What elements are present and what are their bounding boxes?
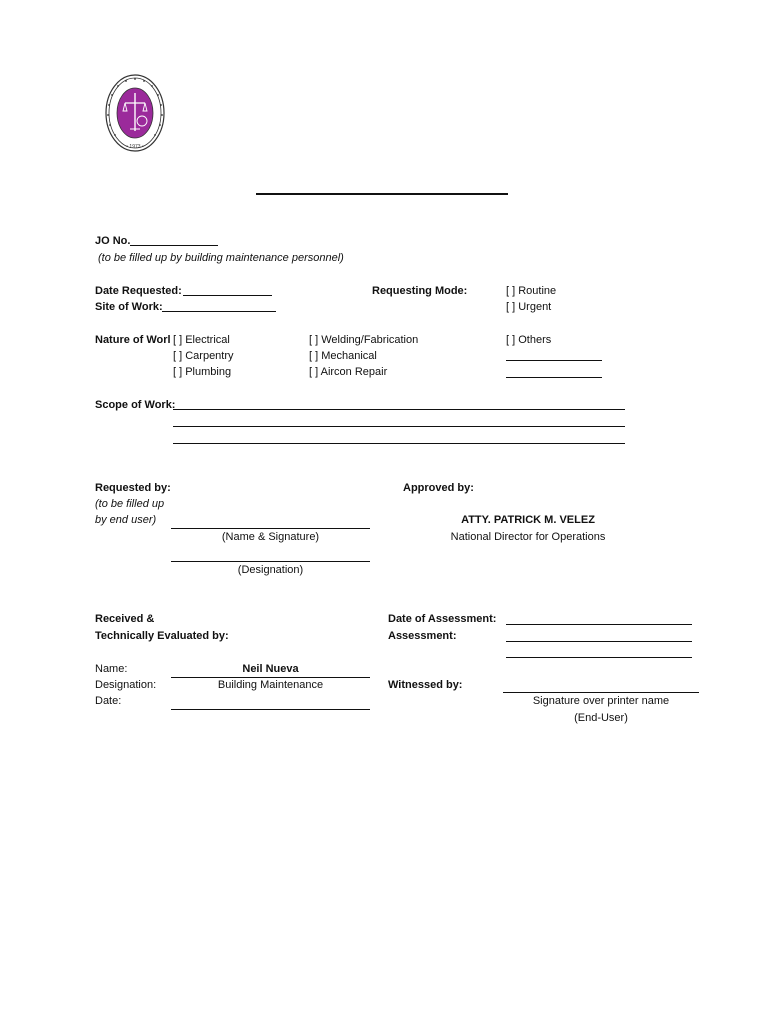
nature-others-checkbox[interactable]: [ ] Others <box>506 334 552 346</box>
requested-note-2: by end user) <box>95 514 157 526</box>
title-underline <box>256 193 508 195</box>
others-specify-line-1[interactable] <box>506 360 602 361</box>
requested-note-1: (to be filled up <box>95 498 165 510</box>
seal-graphic <box>104 73 166 153</box>
nature-of-work-label: Nature of Worl <box>95 334 171 346</box>
evaluator-name-value: Neil Nueva <box>242 663 299 675</box>
svg-text:• 1973 •: • 1973 • <box>126 144 144 150</box>
mode-urgent-checkbox[interactable]: [ ] Urgent <box>506 301 552 313</box>
date-requested-label: Date Requested: <box>95 285 182 297</box>
requested-by-label: Requested by: <box>95 482 171 494</box>
site-of-work-field[interactable] <box>162 311 276 312</box>
scope-line-2[interactable] <box>173 426 625 427</box>
nature-plumbing-checkbox[interactable]: [ ] Plumbing <box>173 366 232 378</box>
requester-name-signature-line[interactable] <box>171 528 370 529</box>
scope-line-1[interactable] <box>173 409 625 410</box>
approver-name: ATTY. PATRICK M. VELEZ <box>461 514 595 526</box>
assessment-label: Assessment: <box>388 630 457 642</box>
nature-carpentry-checkbox[interactable]: [ ] Carpentry <box>173 350 234 362</box>
jo-note: (to be filled up by building maintenance personnel) <box>98 252 344 264</box>
approved-by-label: Approved by: <box>403 482 474 494</box>
assessment-line-1[interactable] <box>506 641 692 642</box>
name-label: Name: <box>95 663 128 675</box>
designation-caption: (Designation) <box>237 564 304 576</box>
name-signature-caption: (Name & Signature) <box>221 531 320 543</box>
date-of-assessment-label: Date of Assessment: <box>388 613 497 625</box>
evaluation-date-line[interactable] <box>171 709 370 710</box>
assessment-line-2[interactable] <box>506 657 692 658</box>
jo-no-field[interactable] <box>130 245 218 246</box>
approver-title: National Director for Operations <box>450 531 606 543</box>
signature-caption: Signature over printer name <box>532 695 670 707</box>
received-label: Received & <box>95 613 155 625</box>
witnessed-by-label: Witnessed by: <box>388 679 463 691</box>
ibp-seal-logo <box>104 73 166 153</box>
date-requested-field[interactable] <box>183 295 272 296</box>
requesting-mode-label: Requesting Mode: <box>372 285 468 297</box>
nature-mechanical-checkbox[interactable]: [ ] Mechanical <box>309 350 377 362</box>
nature-welding-checkbox[interactable]: [ ] Welding/Fabrication <box>309 334 419 346</box>
jo-no-label: JO No. <box>95 235 131 247</box>
designation-label: Designation: <box>95 679 157 691</box>
scope-of-work-label: Scope of Work: <box>95 399 176 411</box>
nature-electrical-checkbox[interactable]: [ ] Electrical <box>173 334 230 346</box>
nature-aircon-checkbox[interactable]: [ ] Aircon Repair <box>309 366 388 378</box>
witness-signature-line[interactable] <box>503 692 699 693</box>
site-of-work-label: Site of Work: <box>95 301 163 313</box>
mode-routine-checkbox[interactable]: [ ] Routine <box>506 285 557 297</box>
end-user-caption: (End-User) <box>574 712 628 724</box>
date-of-assessment-line[interactable] <box>506 624 692 625</box>
others-specify-line-2[interactable] <box>506 377 602 378</box>
requester-designation-line[interactable] <box>171 561 370 562</box>
scope-line-3[interactable] <box>173 443 625 444</box>
technically-evaluated-label: Technically Evaluated by: <box>95 630 229 642</box>
date-label: Date: <box>95 695 122 707</box>
evaluator-designation-value: Building Maintenance <box>217 679 324 691</box>
